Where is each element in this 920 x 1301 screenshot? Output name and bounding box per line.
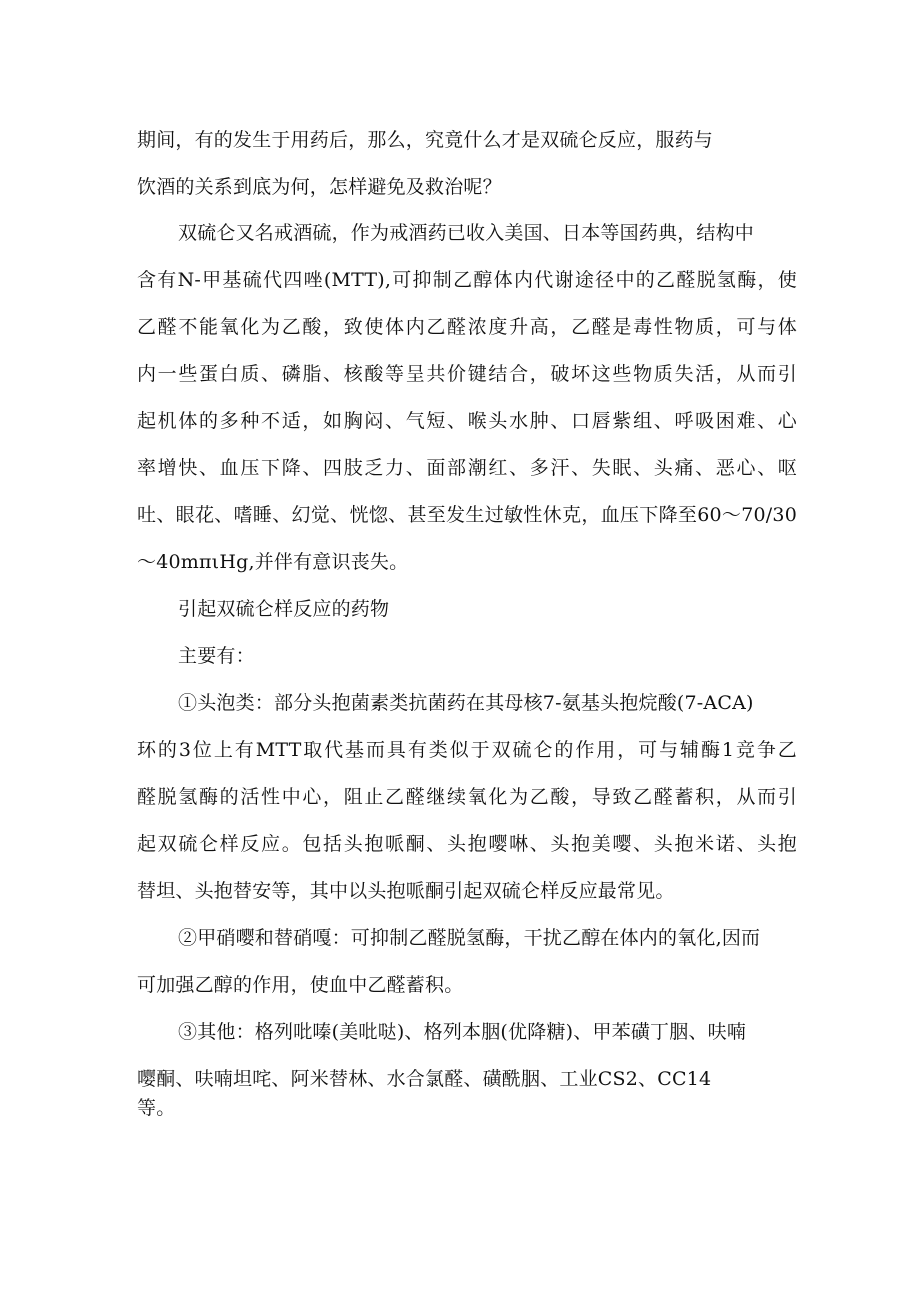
text-line: 起机体的多种不适，如胸闷、气短、喉头水肿、口唇紫组、呼吸困难、心 (137, 410, 797, 432)
text-line: 等。 (137, 1097, 176, 1119)
text-line: 醛脱氢酶的活性中心，阻止乙醛继续氧化为乙酸，导致乙醛蓄积，从而引 (137, 786, 797, 808)
text-line: 饮酒的关系到底为何，怎样避免及救治呢？ (137, 176, 502, 198)
section-heading: 引起双硫仑样反应的药物 (178, 598, 390, 620)
text-line: 乙醛不能氧化为乙酸，致使体内乙醛浓度升高，乙醛是毒性物质，可与体 (137, 316, 797, 338)
text-line: 替坦、头抱替安等，其中以头抱哌酮引起双硫仑样反应最常见。 (137, 880, 675, 902)
text-line: 率增快、血压下降、四肢乏力、面部潮红、多汗、失眠、头痛、恶心、呕 (137, 457, 797, 479)
text-line: 起双硫仑样反应。包括头抱哌酮、头抱嘤啉、头抱美嘤、头抱米诺、头抱 (137, 833, 797, 855)
text-line: 可加强乙醇的作用，使血中乙醛蓄积。 (137, 974, 464, 996)
text-line: 吐、眼花、嗜睡、幻觉、恍惚、甚至发生过敏性休克，血压下降至60～70/30 (137, 504, 797, 526)
text-line: ～40mπιHg,并伴有意识丧失。 (137, 551, 409, 573)
list-item-1-start: ①头泡类：部分头抱菌素类抗菌药在其母核7-氨基头抱烷酸(7-ACA) (178, 692, 754, 714)
text-line: 含有N-甲基硫代四唑(MTT),可抑制乙醇体内代谢途径中的乙醛脱氢酶，使 (137, 269, 797, 291)
paragraph-start-line: 双硫仑又名戒酒硫，作为戒酒药已收入美国、日本等国药典，结构中 (178, 222, 755, 244)
text-line: 嘤酮、呋喃坦咤、阿米替林、水合氯醛、磺酰胭、工业CS2、CC14 (137, 1068, 712, 1090)
list-item-2-start: ②甲硝嘤和替硝嘎：可抑制乙醛脱氢酶，干扰乙醇在体内的氧化,因而 (178, 927, 761, 949)
list-item-3-start: ③其他：格列吡嗪(美吡哒)、格列本胭(优降糖)、甲苯磺丁胭、呋喃 (178, 1021, 747, 1043)
text-line: 内一些蛋白质、磷脂、核酸等呈共价键结合，破坏这些物质失活，从而引 (137, 363, 797, 385)
section-subheading: 主要有： (178, 645, 255, 667)
text-line: 期间，有的发生于用药后，那么，究竟什么才是双硫仑反应，服药与 (137, 129, 714, 151)
text-line: 环的3位上有MTT取代基而具有类似于双硫仑的作用，可与辅酶1竞争乙 (137, 739, 797, 761)
